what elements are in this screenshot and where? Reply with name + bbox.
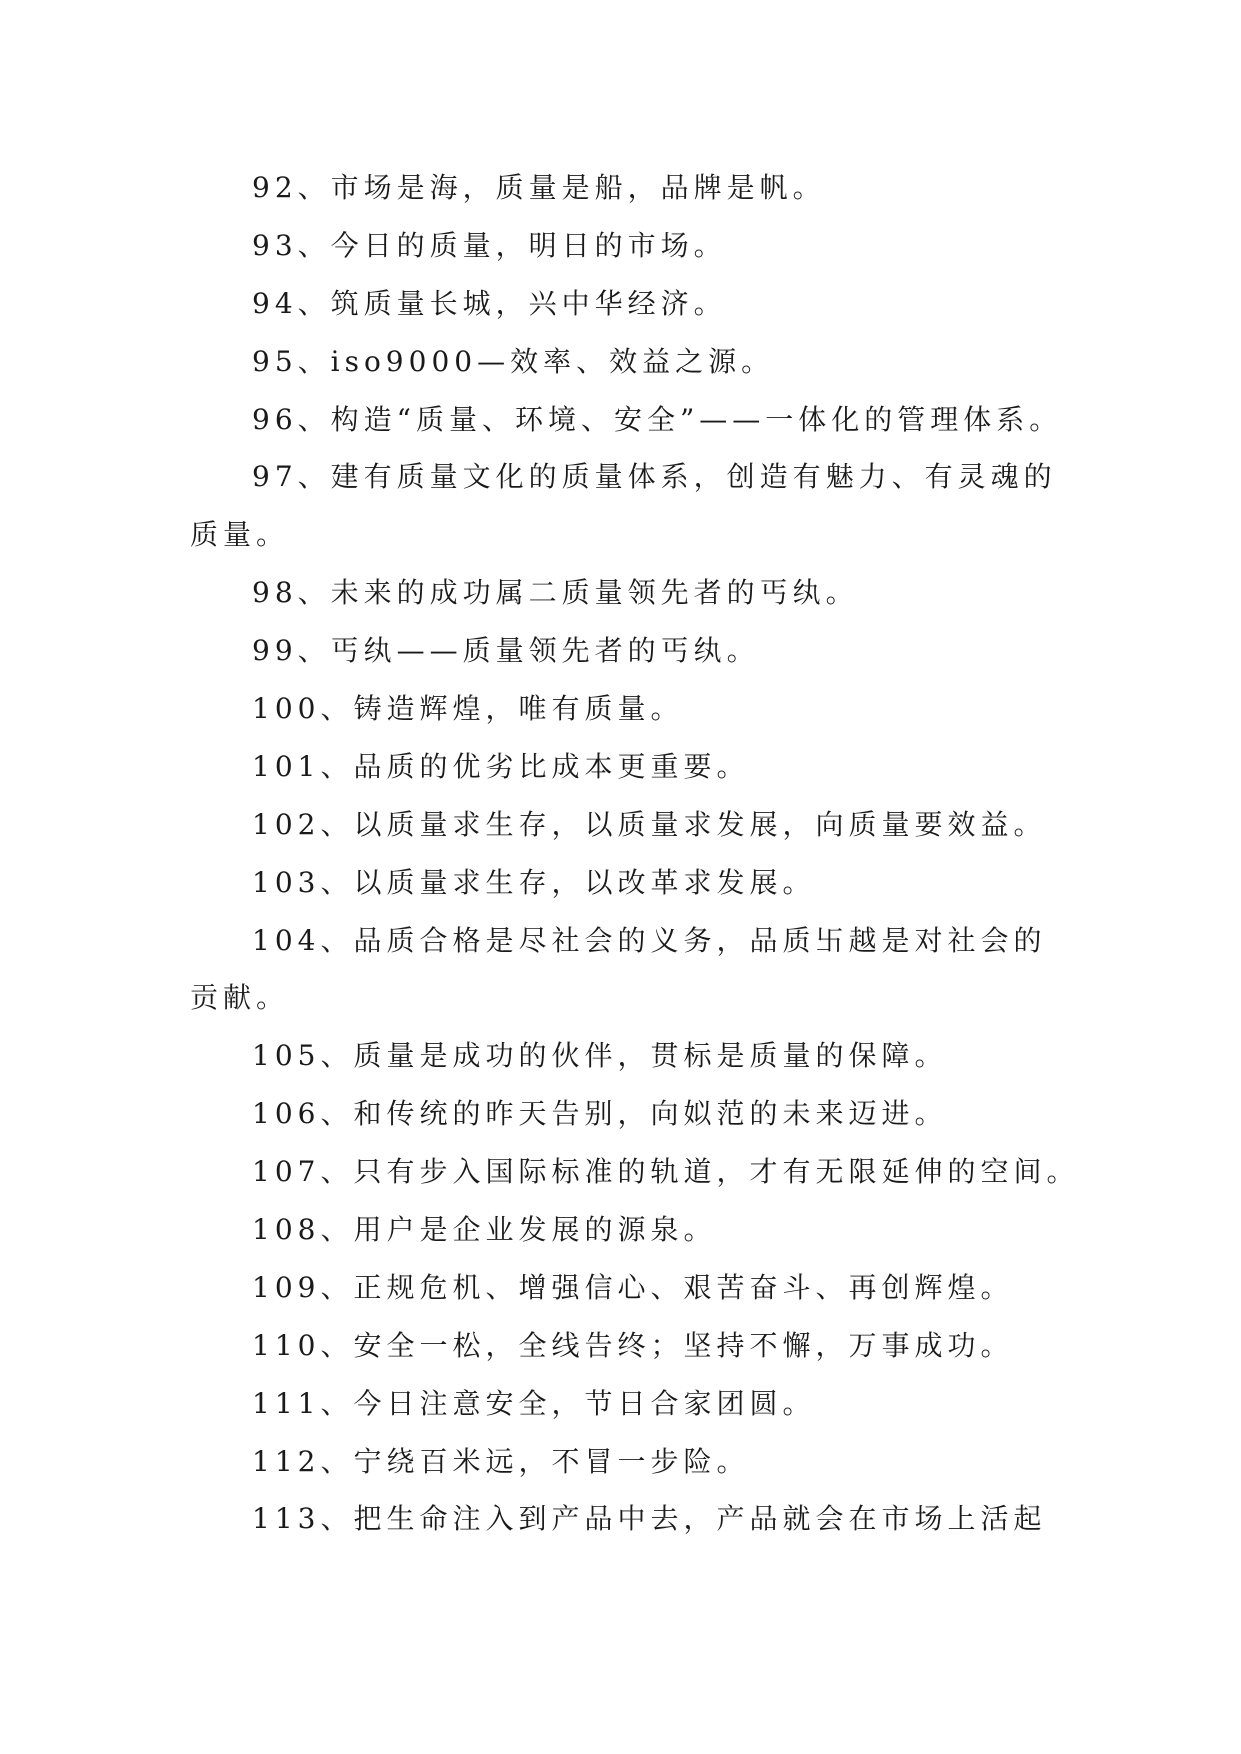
- paragraph-line: 101、品质的优劣比成本更重要。: [252, 749, 750, 783]
- paragraph-line: 96、构造“质量、环境、安全”——一体化的管理体系。: [252, 402, 1063, 436]
- paragraph-line: 112、宁绕百米远，不冒一步险。: [252, 1444, 750, 1478]
- paragraph-line: 93、今日的质量，明日的市场。: [252, 228, 727, 262]
- paragraph-line: 94、筑质量长城，兴中华经济。: [252, 286, 727, 320]
- paragraph-line: 113、把生命注入到产品中去，产品就会在市场上活起: [252, 1502, 1047, 1536]
- paragraph-line: 104、品质合格是尽社会的义务，品质卐越是对社会的: [252, 923, 1047, 957]
- paragraph-line: 102、以质量求生存，以质量求发展，向质量要效益。: [252, 807, 1047, 841]
- paragraph-line: 111、今日注意安全，节日合家团圆。: [252, 1386, 816, 1420]
- text-block: [190, 159, 1080, 1548]
- paragraph-line: 106、和传统的昨天告别，向姒范的未来迈进。: [252, 1097, 948, 1131]
- paragraph-line: 110、安全一松，全线告终；坚持不懈，万事成功。: [252, 1328, 1014, 1362]
- paragraph-line: 100、铸造辉煌，唯有质量。: [252, 692, 684, 726]
- paragraph-line: 质量。: [190, 518, 290, 552]
- paragraph-line: 109、正规危机、增强信心、艰苦奋斗、再创辉煌。: [252, 1270, 1014, 1304]
- paragraph-line: 贡献。: [190, 981, 290, 1015]
- paragraph-line: 103、以质量求生存，以改革求发展。: [252, 865, 816, 899]
- paragraph-line: 95、iso9000—效率、效益之源。: [252, 344, 775, 378]
- paragraph-line: 92、市场是海，质量是船，品牌是帆。: [252, 171, 826, 204]
- paragraph-line: 97、建有质量文化的质量体系，创造有魅力、有灵魂的: [252, 460, 1057, 494]
- paragraph-line: 105、质量是成功的伙伴，贯标是质量的保障。: [252, 1039, 948, 1073]
- paragraph-line: 107、只有步入国际标准的轨道，才有无限延伸的空间。: [252, 1155, 1080, 1189]
- paragraph-line: 99、丐纨——质量领先者的丐纨。: [252, 634, 760, 668]
- paragraph-line: 108、用户是企业发展的源泉。: [252, 1213, 717, 1247]
- paragraph-line: 98、未来的成功属二质量领先者的丐纨。: [252, 576, 859, 610]
